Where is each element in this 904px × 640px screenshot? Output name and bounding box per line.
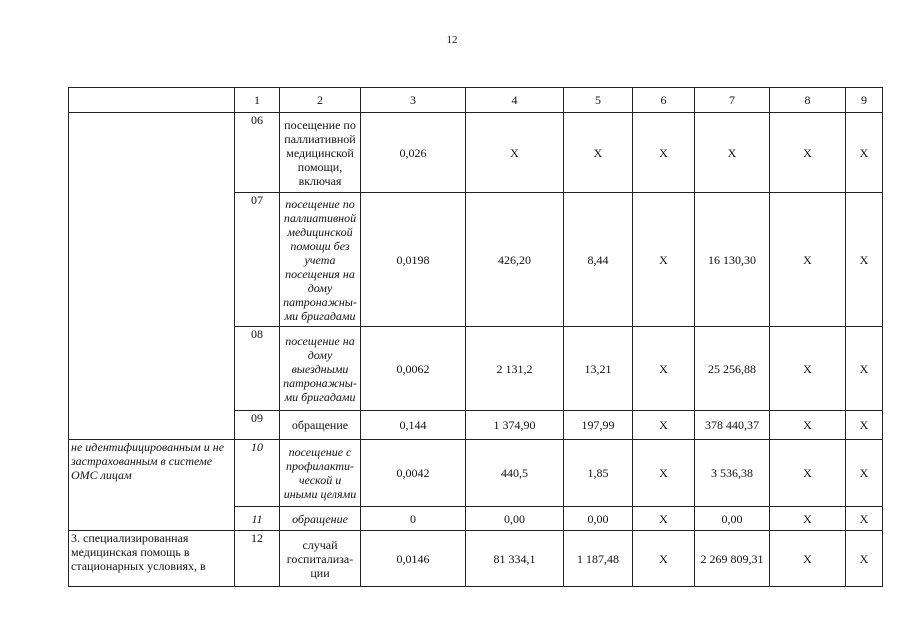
row-description: посещение по паллиативной медицинской помощи, включая (280, 113, 361, 193)
value-cell: 0,0146 (361, 531, 466, 587)
value-cell: 426,20 (466, 193, 564, 327)
value-cell: 1,85 (564, 440, 633, 507)
value-cell: Х (846, 507, 883, 531)
value-cell: 197,99 (564, 411, 633, 440)
row-code: 12 (235, 531, 280, 587)
value-cell: 8,44 (564, 193, 633, 327)
value-cell: Х (770, 411, 846, 440)
row-description: обращение (280, 411, 361, 440)
value-cell: Х (633, 327, 695, 411)
value-cell: Х (770, 193, 846, 327)
value-cell: 0,00 (695, 507, 770, 531)
row-description: посещение по паллиативной медицинской помощи без учета посещения на дому патронажны-ми бригадами (280, 193, 361, 327)
value-cell: Х (633, 507, 695, 531)
value-cell: 0,0198 (361, 193, 466, 327)
row-description: обращение (280, 507, 361, 531)
row-code: 06 (235, 113, 280, 193)
value-cell: 0,026 (361, 113, 466, 193)
row-description: случай госпитализа-ции (280, 531, 361, 587)
group-label: 3. специализированная медицинская помощь в стационарных условиях, в (69, 531, 235, 587)
row-code: 08 (235, 327, 280, 411)
value-cell: 13,21 (564, 327, 633, 411)
row-code: 09 (235, 411, 280, 440)
value-cell: 378 440,37 (695, 411, 770, 440)
value-cell: Х (633, 193, 695, 327)
value-cell: 2 131,2 (466, 327, 564, 411)
value-cell: Х (633, 113, 695, 193)
value-cell: Х (770, 440, 846, 507)
row-code: 07 (235, 193, 280, 327)
value-cell: 0,0062 (361, 327, 466, 411)
value-cell: Х (846, 531, 883, 587)
value-cell: Х (633, 411, 695, 440)
value-cell: 16 130,30 (695, 193, 770, 327)
header-cell: 6 (633, 88, 695, 113)
value-cell: Х (846, 193, 883, 327)
value-cell: 440,5 (466, 440, 564, 507)
data-table (68, 87, 883, 587)
value-cell: Х (770, 113, 846, 193)
table-row (69, 440, 883, 507)
value-cell: Х (846, 113, 883, 193)
value-cell: 1 187,48 (564, 531, 633, 587)
header-cell-blank (69, 88, 235, 113)
table-row (69, 531, 883, 587)
value-cell: 0,144 (361, 411, 466, 440)
header-cell: 8 (770, 88, 846, 113)
row-description: посещение на дому выездными патронажны-ми бригадами (280, 327, 361, 411)
value-cell: 1 374,90 (466, 411, 564, 440)
header-cell: 5 (564, 88, 633, 113)
value-cell: 0,00 (466, 507, 564, 531)
value-cell: 3 536,38 (695, 440, 770, 507)
group-cell-empty (69, 113, 235, 440)
value-cell: 25 256,88 (695, 327, 770, 411)
header-cell: 4 (466, 88, 564, 113)
value-cell: 0,00 (564, 507, 633, 531)
header-cell: 9 (846, 88, 883, 113)
row-code: 10 (235, 440, 280, 507)
header-row (69, 88, 883, 113)
header-cell: 1 (235, 88, 280, 113)
table-row (69, 113, 883, 193)
value-cell: Х (846, 411, 883, 440)
value-cell: Х (633, 440, 695, 507)
value-cell: Х (846, 440, 883, 507)
value-cell: 81 334,1 (466, 531, 564, 587)
value-cell: Х (695, 113, 770, 193)
row-code: 11 (235, 507, 280, 531)
value-cell: 0,0042 (361, 440, 466, 507)
header-cell: 2 (280, 88, 361, 113)
group-label: не идентифицированным и не застрахованным в системе ОМС лицам (69, 440, 235, 531)
page-number: 12 (446, 34, 458, 46)
value-cell: Х (846, 327, 883, 411)
value-cell: Х (770, 507, 846, 531)
value-cell: Х (633, 531, 695, 587)
value-cell: 0 (361, 507, 466, 531)
row-description: посещение с профилакти-ческой и иными целями (280, 440, 361, 507)
value-cell: Х (770, 531, 846, 587)
value-cell: 2 269 809,31 (695, 531, 770, 587)
header-cell: 3 (361, 88, 466, 113)
header-cell: 7 (695, 88, 770, 113)
value-cell: Х (770, 327, 846, 411)
value-cell: Х (466, 113, 564, 193)
value-cell: Х (564, 113, 633, 193)
